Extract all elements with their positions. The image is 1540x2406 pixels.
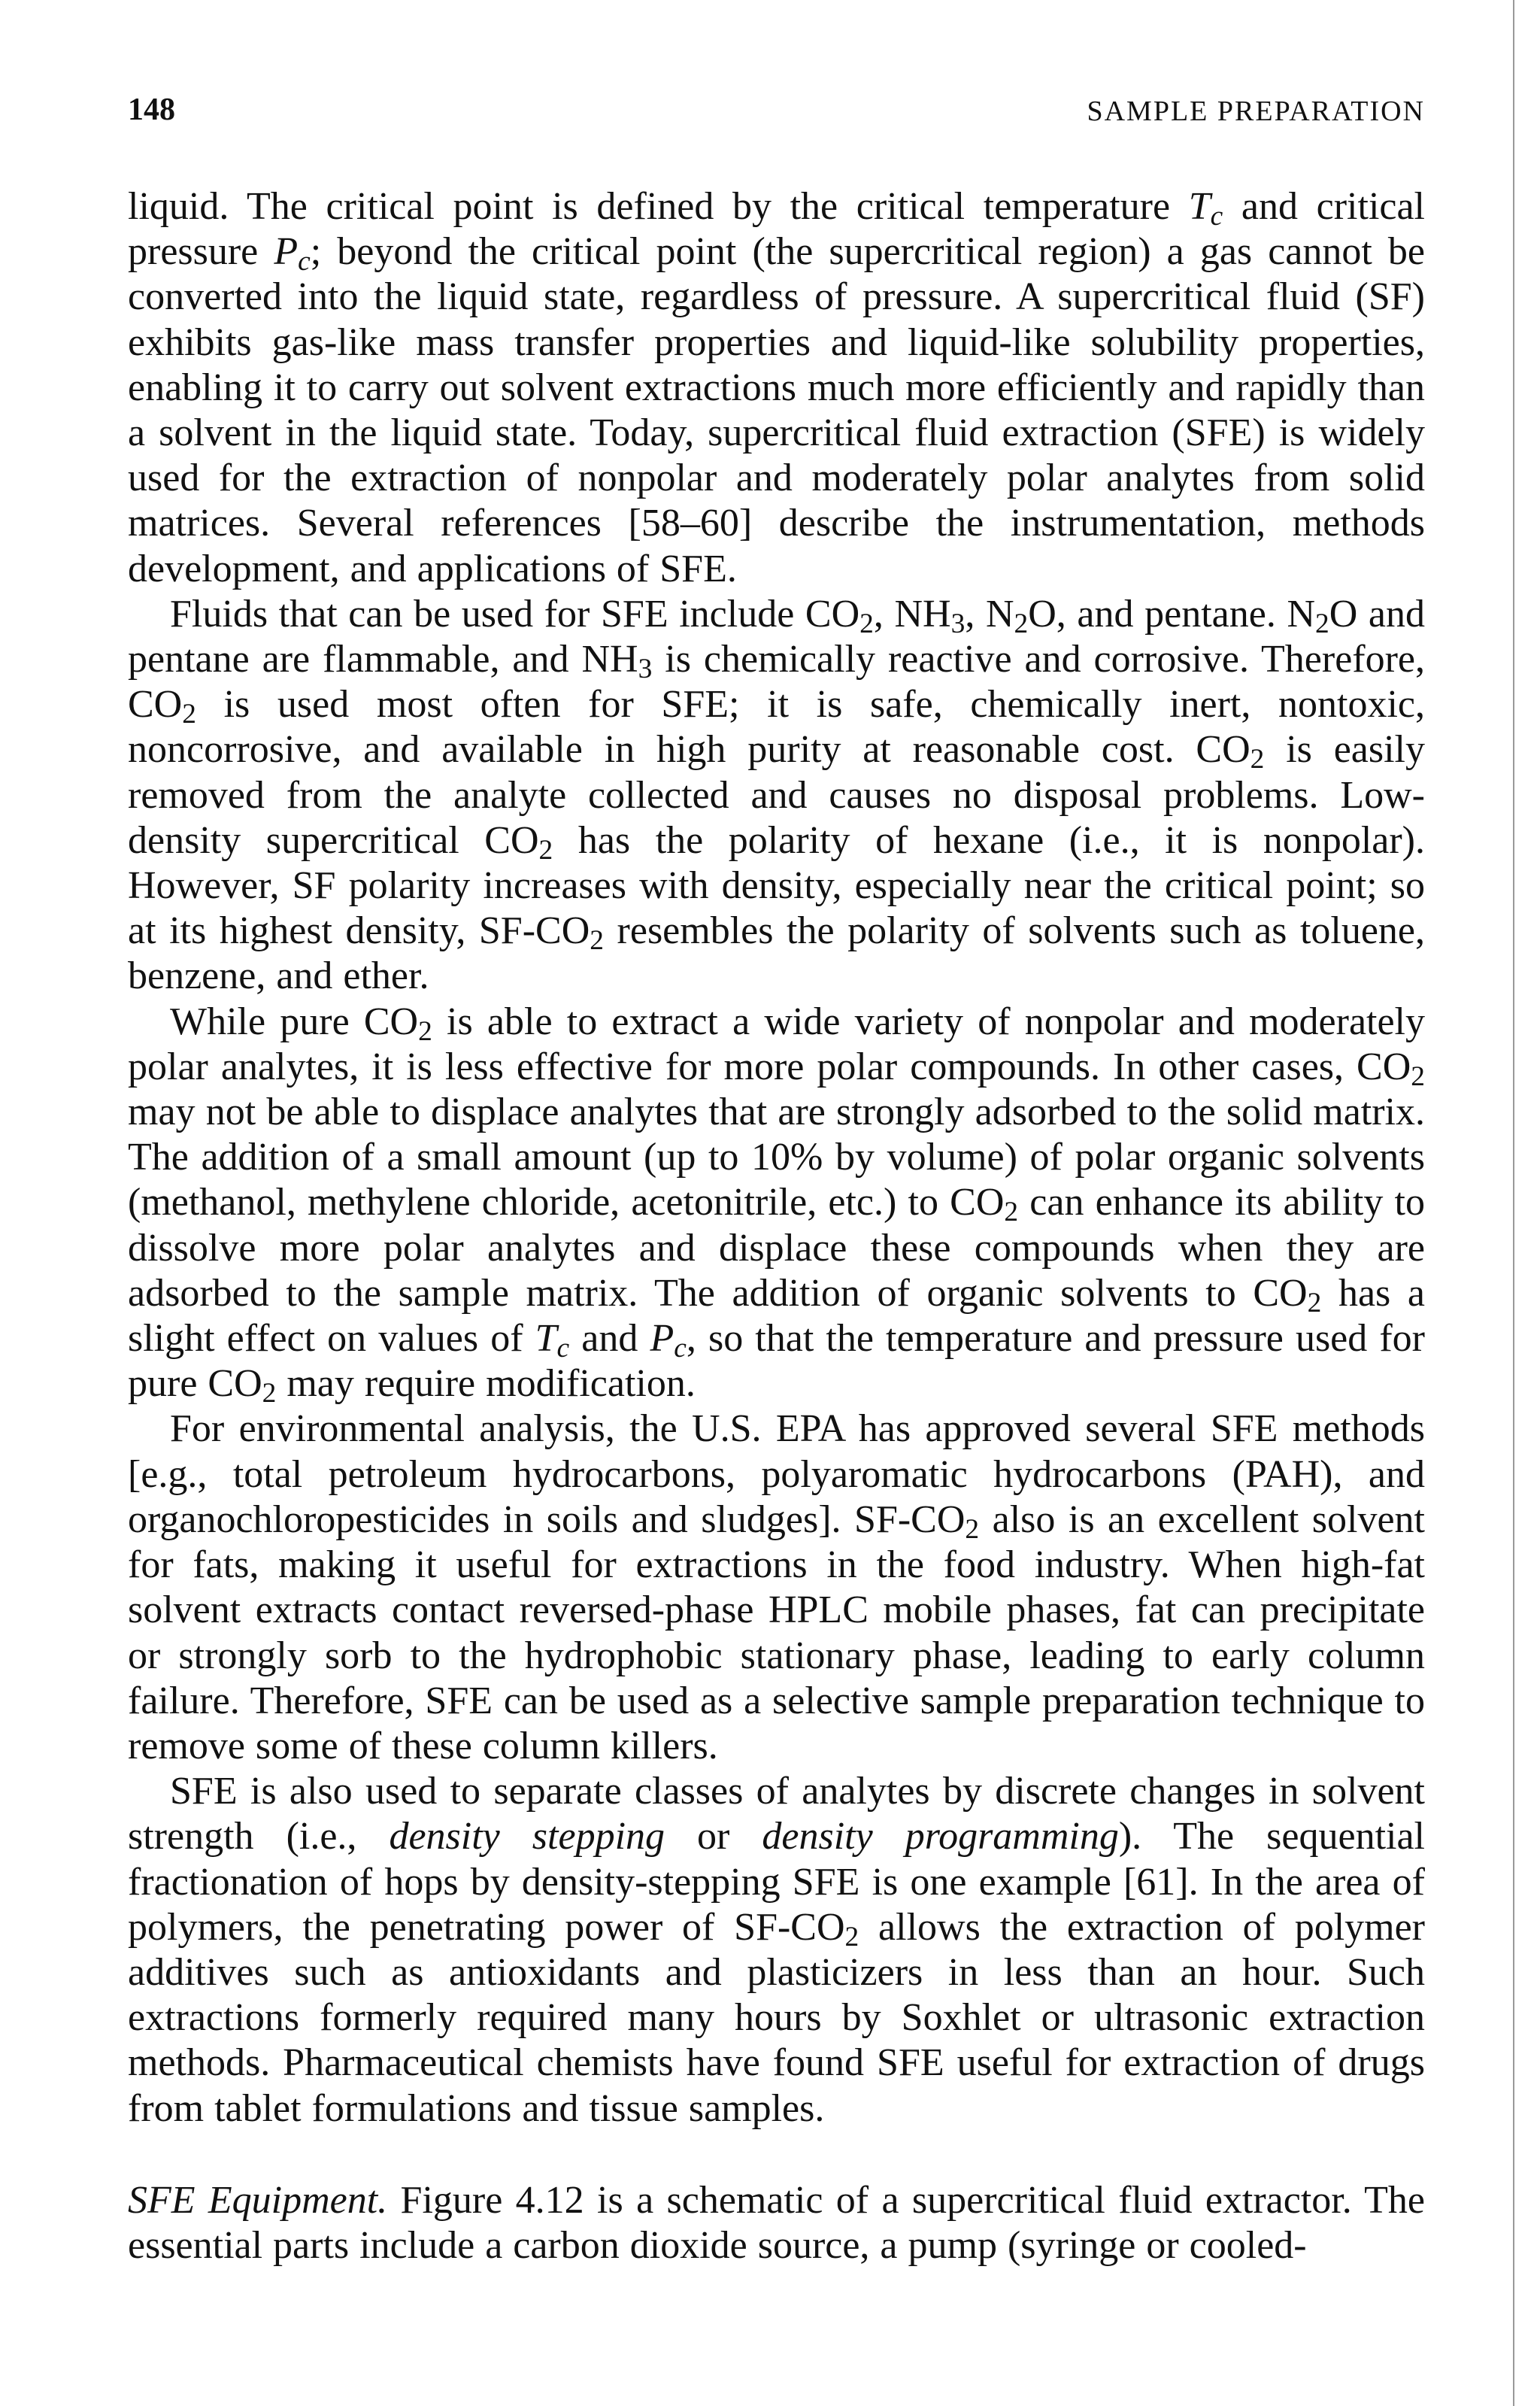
subscript: 2: [1014, 608, 1029, 640]
text-run: and: [569, 1317, 650, 1361]
subscript: 2: [538, 835, 553, 866]
text-run: may not be able to displace analytes that are strongly adsorbed to the solid matrix. The addition of a small amount (up to 10% by volume) of polar organic solvents (methanol, methylene chloride, acetonitrile, etc.) to CO: [128, 1091, 1425, 1224]
text-run: can enhance its ability to dissolve more polar analytes and displace these compounds when they are adsorbed to the sample matrix. The addition of organic solvents to CO: [128, 1181, 1425, 1315]
paragraph: [128, 2178, 1425, 2268]
text-run: is easily removed from the analyte collected and causes no disposal problems. Low-density supercritical CO: [128, 728, 1425, 862]
text-run: ; beyond the critical point (the supercritical region) a gas cannot be converted into the liquid state, regardless of pressure. A supercritical fluid (SF) exhibits gas-like mass transfer properties and liquid-like solubility properties, enabling it to carry out solvent extractions much more efficiently and rapidly than a solvent in the liquid state. Today, supercritical fluid extraction (SFE) is widely used for the extraction of nonpolar and moderately polar analytes from solid matrices. Several references [58–60] describe the instrumentation, methods development, and applications of SFE.: [128, 230, 1425, 590]
text-run: liquid. The critical point is defined by the critical temperature: [128, 185, 1189, 228]
paragraph: [128, 184, 1425, 592]
subscript: 2: [590, 925, 604, 957]
text-run: has a slight effect on values of: [128, 1271, 1425, 1361]
text-run: or: [665, 1815, 762, 1858]
italic-text: density programming: [762, 1815, 1119, 1858]
paragraph: [128, 1406, 1425, 1769]
text-run: ). The sequential fractionation of hops by density-stepping SFE is one example [61]. In the area of polymers, the penetrating power of SF-CO: [128, 1815, 1425, 1949]
text-run: O, and pentane. N: [1028, 592, 1316, 636]
text-run: Figure 4.12 is a schematic of a supercritical fluid extractor. The essential parts include a carbon dioxide source, a pump (syringe or cooled-: [128, 2178, 1425, 2267]
text-run: and critical pressure: [128, 185, 1425, 274]
italic-text: T: [535, 1317, 557, 1361]
page-number: 148: [128, 93, 175, 127]
italic-text: P: [274, 230, 299, 274]
text-run: resembles the polarity of solvents such as toluene, benzene, and ether.: [128, 909, 1425, 998]
italic-text: T: [1188, 185, 1211, 228]
text-run: allows the extraction of polymer additives such as antioxidants and plasticizers in less than an hour. Such extractions formerly required many hours by Soxhlet or ultrasonic extraction methods. Pharmaceutical chemists have found SFE useful for extraction of drugs from tablet formulations and tissue samples.: [128, 1905, 1425, 2130]
text-run: is able to extract a wide variety of nonpolar and moderately polar analytes, it is less effective for more polar compounds. In other cases, CO: [128, 1000, 1426, 1088]
subscript: 2: [859, 608, 874, 640]
subscript: 2: [844, 1921, 859, 1952]
text-run: For environmental analysis, the U.S. EPA has approved several SFE methods [e.g., total petroleum hydrocarbons, polyaromatic hydrocarbons (PAH), and organochloropesticides in soils and sludges]. SF-CO: [128, 1407, 1425, 1541]
subscript: c: [556, 1333, 570, 1364]
subscript: 2: [182, 699, 196, 730]
subscript: 2: [1250, 744, 1265, 775]
text-run: may require modification.: [276, 1362, 696, 1406]
text-run: , NH: [873, 592, 951, 636]
text-run: While pure CO: [170, 1000, 419, 1043]
page-edge-rule: [1513, 0, 1514, 2406]
italic-text: P: [650, 1317, 675, 1361]
paragraph: [128, 1000, 1425, 1407]
italic-text: SFE Equipment.: [128, 2178, 388, 2222]
paragraph: [128, 592, 1425, 1000]
text-run: , N: [965, 592, 1014, 636]
subscript: 2: [965, 1514, 980, 1546]
body-text: [128, 184, 1425, 2268]
text-run: SFE is also used to separate classes of analytes by discrete changes in solvent strength (i.e.,: [128, 1770, 1425, 1858]
text-run: is chemically reactive and corrosive. Therefore, CO: [128, 638, 1425, 727]
subscript: 2: [1004, 1197, 1019, 1228]
text-run: , so that the temperature and pressure used for pure CO: [128, 1317, 1425, 1406]
text-run: has the polarity of hexane (i.e., it is nonpolar). However, SF polarity increases with density, especially near the critical point; so at its highest density, SF-CO: [128, 818, 1425, 953]
subscript: 2: [262, 1378, 277, 1409]
subscript: c: [298, 246, 311, 278]
subscript: c: [674, 1333, 687, 1364]
subscript: 3: [950, 608, 966, 640]
subscript: 3: [638, 654, 653, 685]
subscript: 2: [1315, 608, 1329, 640]
subscript: 2: [1307, 1288, 1322, 1319]
italic-text: density stepping: [389, 1815, 665, 1858]
page-header: [128, 92, 1425, 137]
paragraph: [128, 1769, 1425, 2131]
running-title: SAMPLE PREPARATION: [1087, 96, 1425, 127]
text-run: Fluids that can be used for SFE include CO: [170, 592, 860, 636]
text-run: is used most often for SFE; it is safe, chemically inert, nontoxic, noncorrosive, and available in high purity at reasonable cost. CO: [128, 683, 1425, 772]
subscript: c: [1210, 201, 1223, 232]
text-run: O and pentane are flammable, and NH: [128, 592, 1425, 681]
subscript: 2: [1411, 1061, 1425, 1093]
text-run: also is an excellent solvent for fats, making it useful for extractions in the food industry. When high-fat solvent extracts contact reversed-phase HPLC mobile phases, fat can precipitate or strongly sorb to the hydrophobic stationary phase, leading to early column failure. Therefore, SFE can be used as a selective sample preparation technique to remove some of these column killers.: [128, 1497, 1425, 1767]
subscript: 2: [418, 1015, 432, 1047]
